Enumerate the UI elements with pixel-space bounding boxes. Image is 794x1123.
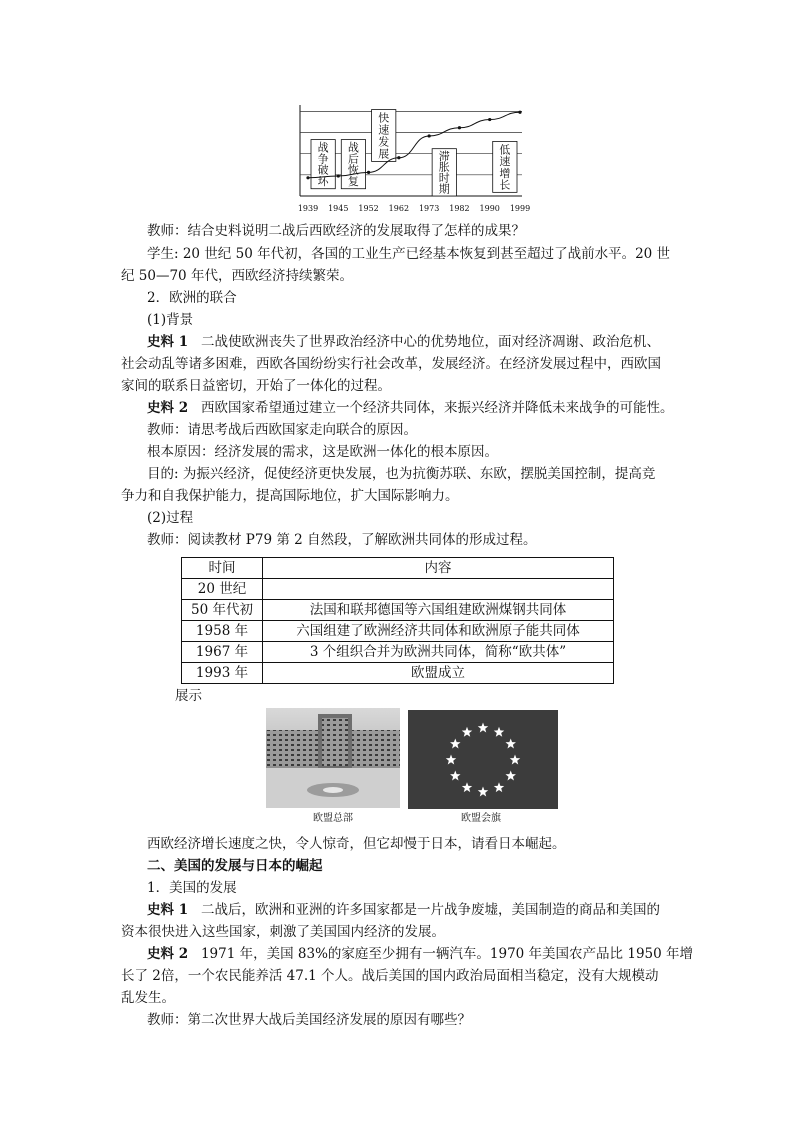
chart-point xyxy=(306,176,309,179)
source-tag: 史料 2 xyxy=(147,946,189,962)
table-cell: 法国和联邦德国等六国组建欧洲煤钢共同体 xyxy=(263,600,614,621)
chart-point xyxy=(428,134,431,137)
caption-eu-headquarters: 欧盟总部 xyxy=(313,813,353,824)
teacher-instruction: 教师：阅读教材 P79 第 2 自然段，了解欧洲共同体的形成过程。 xyxy=(147,532,537,548)
chart-stage-label: 战后恢复 xyxy=(347,141,359,189)
show-label: 展示 xyxy=(175,688,202,704)
subheading-us-development: 1．美国的发展 xyxy=(147,880,237,896)
table-row xyxy=(182,600,614,621)
purpose-line-2: 争力和自我保护能力，提高国际地位，扩大国际影响力。 xyxy=(121,488,459,504)
chart-tick-label: 1999 xyxy=(509,204,530,213)
source-text: 二战使欧洲丧失了世界政治经济中心的优势地位，面对经济凋谢、政治危机、 xyxy=(200,334,660,350)
table-cell: 1958 年 xyxy=(182,621,263,642)
chart-point xyxy=(397,156,400,159)
student-answer-1: 学生: 20 世纪 50 年代初，各国的工业生产已经基本恢复到甚至超过了战前水平。20 世 xyxy=(147,246,671,262)
chart-x-ticks xyxy=(298,204,530,213)
table-cell xyxy=(263,579,614,600)
table-cell: 六国组建了欧洲经济共同体和欧洲原子能共同体 xyxy=(263,621,614,642)
us-source-1-paragraph xyxy=(147,900,660,920)
chart-tick-label: 1982 xyxy=(449,204,470,213)
source-2-paragraph xyxy=(147,398,673,418)
source-1-line-2: 社会动乱等诸多困难，西欧各国纷纷实行社会改革，发展经济。在经济发展过程中，西欧国 xyxy=(121,356,661,372)
teacher-question-3: 教师：第二次世界大战后美国经济发展的原因有哪些？ xyxy=(147,1012,471,1028)
economy-trend-chart xyxy=(290,101,530,213)
teacher-question-2: 教师：请思考战后西欧国家走向联合的原因。 xyxy=(147,422,417,438)
star-icon xyxy=(505,739,515,749)
section-heading-eu-union: 2．欧洲的联合 xyxy=(147,290,237,306)
chart-stage-label: 滞胀时期 xyxy=(438,149,450,196)
chart-tick-label: 1945 xyxy=(328,204,349,213)
eu-headquarters-photo xyxy=(266,708,400,808)
source-1-line-3: 家间的联系日益密切，开始了一体化的过程。 xyxy=(121,378,391,394)
caption-eu-flag: 欧盟会旗 xyxy=(461,813,501,824)
us-source-2-line-3: 乱发生。 xyxy=(121,990,175,1006)
star-icon xyxy=(462,782,472,792)
chart-stage-label: 低速增长 xyxy=(499,143,511,192)
chart-stage-labels xyxy=(311,110,517,196)
table-cell: 20 世纪 xyxy=(182,579,263,600)
teacher-question-1: 教师：结合史料说明二战后西欧经济的发展取得了怎样的成果？ xyxy=(147,223,525,239)
transition-line: 西欧经济增长速度之快，令人惊奇，但它却慢于日本，请看日本崛起。 xyxy=(147,836,566,852)
star-icon xyxy=(450,739,460,749)
chart-point xyxy=(518,111,521,114)
source-1-paragraph xyxy=(147,332,660,352)
table-row xyxy=(182,579,614,600)
star-icon xyxy=(478,787,488,797)
student-answer-2: 纪 50—70 年代，西欧经济持续繁荣。 xyxy=(121,268,353,284)
star-icon xyxy=(505,771,515,781)
source-text: 二战后，欧洲和亚洲的许多国家都是一片战争废墟，美国制造的商品和美国的 xyxy=(200,902,660,918)
subheading-background: (1)背景 xyxy=(147,312,194,328)
star-icon xyxy=(450,771,460,781)
us-source-2-paragraph xyxy=(147,944,693,964)
building-icon xyxy=(266,708,400,808)
eu-timeline-table xyxy=(181,557,614,684)
chart-series-line xyxy=(306,111,521,180)
table-row xyxy=(182,621,614,642)
star-icon xyxy=(510,755,520,765)
table-header-cell: 时间 xyxy=(182,558,263,579)
source-tag: 史料 1 xyxy=(147,334,189,350)
chart-point xyxy=(458,126,461,129)
table-cell: 1993 年 xyxy=(182,663,263,684)
source-tag: 史料 2 xyxy=(147,400,189,416)
chart-tick-label: 1973 xyxy=(418,204,440,213)
subheading-process: (2)过程 xyxy=(147,510,194,526)
table-cell: 3 个组织合并为欧洲共同体，简称“欧共体” xyxy=(263,642,614,663)
chart-stage-label: 快速发展 xyxy=(378,111,390,161)
table-row xyxy=(182,642,614,663)
purpose-line-1: 目的: 为振兴经济，促使经济更快发展，也为抗衡苏联、东欧，摆脱美国控制，提高竞 xyxy=(147,466,656,482)
star-icon xyxy=(462,727,472,737)
table-header-row xyxy=(182,558,614,579)
table-cell: 1967 年 xyxy=(182,642,263,663)
star-icon xyxy=(446,755,456,765)
star-icon xyxy=(494,782,504,792)
source-tag: 史料 1 xyxy=(147,902,189,918)
us-source-2-line-2: 长了 2倍，一个农民能养活 47.1 个人。战后美国的国内政治局面相当稳定，没有大规模动 xyxy=(121,968,659,984)
chart-tick-label: 1939 xyxy=(297,204,319,213)
table-header-cell: 内容 xyxy=(263,558,614,579)
eu-flag xyxy=(408,710,558,809)
chart-point xyxy=(367,171,370,174)
root-cause: 根本原因：经济发展的需求，这是欧洲一体化的根本原因。 xyxy=(147,444,498,460)
source-text: 西欧国家希望通过建立一个经济共同体，来振兴经济并降低未来战争的可能性。 xyxy=(200,400,674,416)
table-row xyxy=(182,663,614,684)
star-icon xyxy=(494,727,504,737)
us-source-1-line-2: 资本很快进入这些国家，刺激了美国国内经济的发展。 xyxy=(121,924,445,940)
chart-point xyxy=(337,174,340,177)
source-text: 1971 年，美国 83%的家庭至少拥有一辆汽车。1970 年美国农产品比 1950 年增 xyxy=(200,946,693,962)
chart-tick-label: 1990 xyxy=(479,204,500,213)
table-cell: 50 年代初 xyxy=(182,600,263,621)
chart-stage-label: 战争破坏 xyxy=(317,141,329,189)
section-heading-us-japan: 二、美国的发展与日本的崛起 xyxy=(147,858,323,874)
table-cell: 欧盟成立 xyxy=(263,663,614,684)
chart-trend-line xyxy=(308,112,520,178)
eu-stars-icon xyxy=(408,710,558,809)
star-icon xyxy=(478,723,488,733)
chart-point xyxy=(488,118,491,121)
chart-tick-label: 1952 xyxy=(358,204,379,213)
chart-tick-label: 1962 xyxy=(388,204,410,213)
